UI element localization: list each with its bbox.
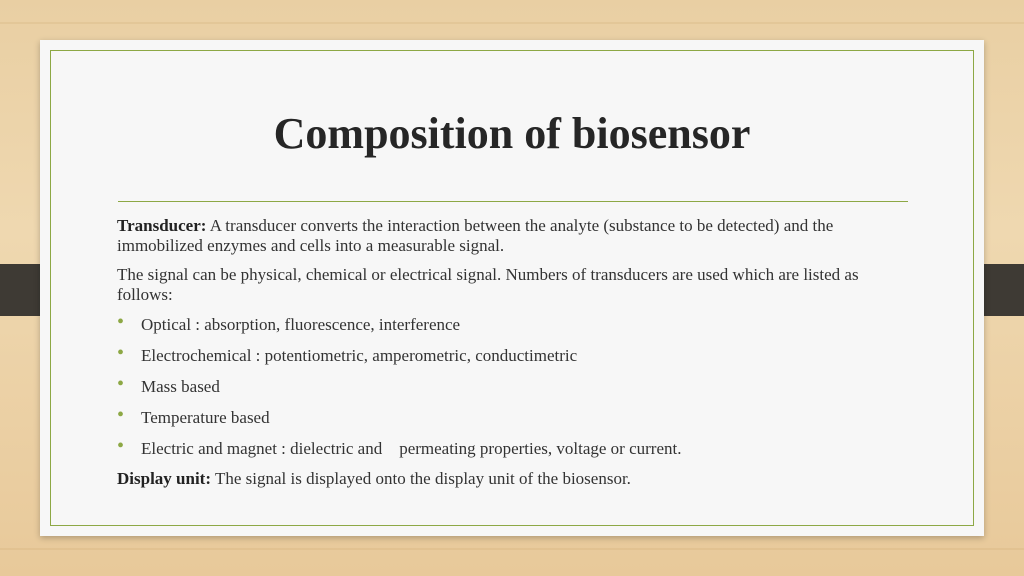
bullet-text: Temperature based xyxy=(141,408,270,427)
list-item xyxy=(117,373,917,397)
wood-grain xyxy=(0,22,1024,24)
bullet-text: Mass based xyxy=(141,377,220,396)
display-paragraph xyxy=(117,469,917,489)
bullet-text: Electrochemical : potentiometric, amperometric, conductimetric xyxy=(141,346,578,365)
bullet-icon: • xyxy=(117,373,125,395)
slide-body xyxy=(117,216,917,498)
slide-title: Composition of biosensor xyxy=(273,109,751,158)
title-divider xyxy=(118,201,908,202)
bullet-icon: • xyxy=(117,342,125,364)
transducer-text: A transducer converts the interaction between the analyte (substance to be detected) and the immobilized enzymes and cells into a measurable signal. xyxy=(117,216,834,255)
bullet-icon: • xyxy=(117,404,125,426)
signal-paragraph: The signal can be physical, chemical or electrical signal. Numbers of transducers are used which are listed as follows: xyxy=(117,265,859,304)
list-item xyxy=(117,342,917,366)
wood-grain xyxy=(0,548,1024,550)
bullet-icon: • xyxy=(117,435,125,457)
display-text: The signal is displayed onto the display unit of the biosensor. xyxy=(214,469,631,488)
transducer-paragraph xyxy=(117,216,917,256)
list-item xyxy=(117,311,917,335)
list-item xyxy=(117,404,917,428)
bullet-text: Electric and magnet : dielectric and permeating properties, voltage or current. xyxy=(141,439,682,458)
slide-card xyxy=(40,40,984,536)
list-item xyxy=(117,435,917,459)
display-heading: Display unit: xyxy=(117,469,211,488)
bullet-text: Optical : absorption, fluorescence, interference xyxy=(141,315,461,334)
bullet-icon: • xyxy=(117,311,125,333)
transducer-heading: Transducer: xyxy=(117,216,207,235)
